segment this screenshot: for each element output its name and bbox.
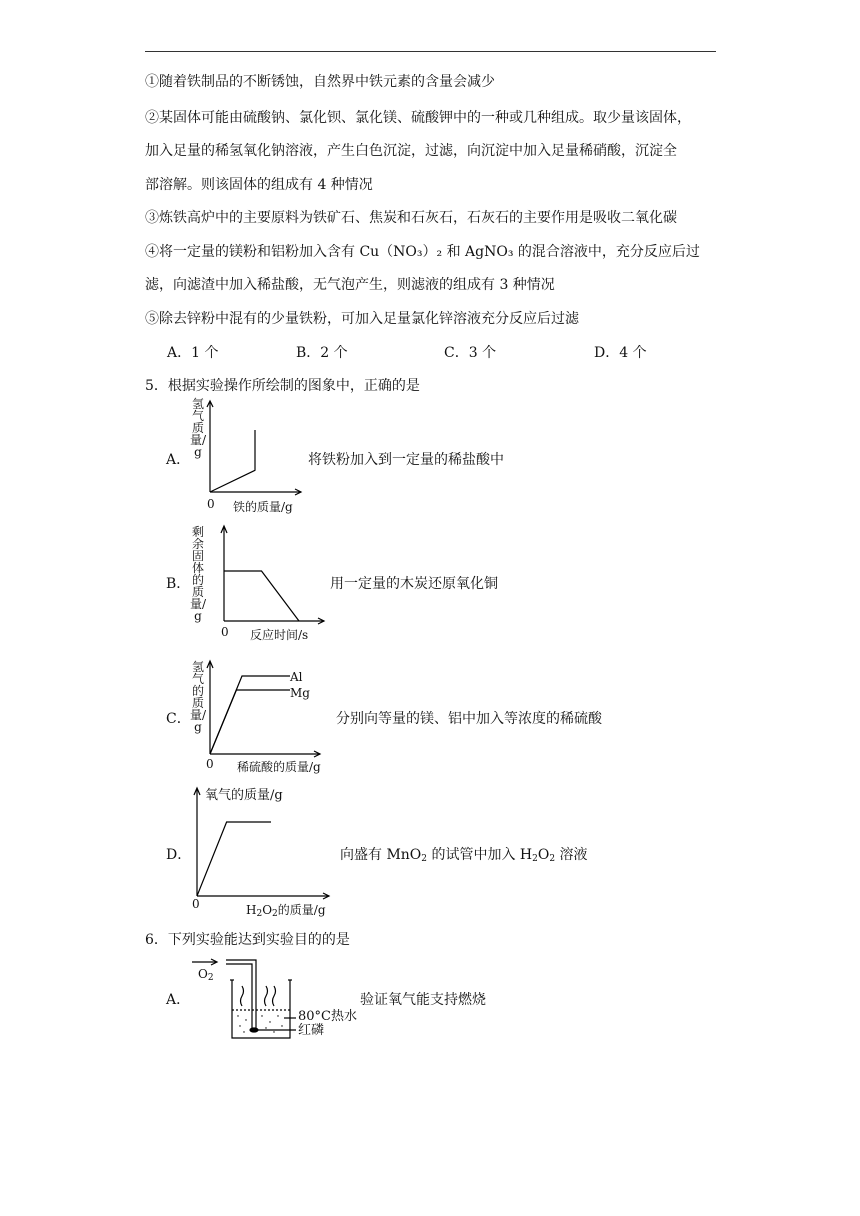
q5a-origin: 0 — [207, 497, 215, 511]
q5-option-d-letter[interactable]: D． — [166, 847, 192, 863]
beaker — [232, 980, 290, 1038]
statement-2c: 部溶解。则该固体的组成有 4 种情况 — [145, 177, 373, 193]
q5c-origin: 0 — [206, 757, 214, 771]
q5d-description: 向盛有 MnO$_2$ 的试管中加入 $H_2O_2$ 溶液 — [340, 847, 588, 864]
q5a-ylabel: 氢气质量/g — [190, 397, 207, 459]
q5d-xlabel: $H_2O_2$的质量/g — [246, 903, 326, 919]
q5b-data-line — [224, 571, 299, 621]
question-5-stem: 5．根据实验操作所绘制的图象中，正确的是 — [145, 378, 420, 394]
q5c-line-al — [210, 676, 290, 754]
q5d-data-line — [197, 822, 271, 896]
q6-option-a-letter[interactable]: A． — [166, 992, 191, 1008]
statement-4a: ④将一定量的镁粉和铝粉加入含有 Cu（NO₃）₂ 和 AgNO₃ 的混合溶液中，充分反应后过 — [145, 244, 700, 260]
statement-1: ①随着铁制品的不断锈蚀，自然界中铁元素的含量会减少 — [145, 74, 495, 90]
q6a-description: 验证氧气能支持燃烧 — [360, 992, 486, 1008]
q5-option-c-letter[interactable]: C． — [166, 711, 191, 727]
q5b-chart — [218, 525, 328, 625]
q5a-data-line — [210, 430, 255, 492]
statement-2a: ②某固体可能由硫酸钠、氯化钡、氯化镁、硫酸钾中的一种或几种组成。取少量该固体， — [145, 110, 691, 126]
q5a-xlabel: 铁的质量/g — [233, 500, 293, 514]
q5-option-a-letter[interactable]: A． — [166, 452, 191, 468]
q6a-oxygen-label: $O_2$ — [198, 967, 214, 983]
header-rule — [145, 51, 716, 52]
statement-5: ⑤除去锌粉中混有的少量铁粉，可加入足量氯化锌溶液充分反应后过滤 — [145, 311, 579, 327]
q5b-ylabel: 剩余固体的质量/g — [190, 525, 207, 623]
q5c-ylabel: 氢气的质量/g — [190, 660, 207, 734]
steam-middle — [265, 986, 268, 1006]
q5d-ylabel: 氧气的质量/g — [205, 788, 283, 803]
q5c-chart — [204, 660, 324, 760]
steam-left — [241, 986, 244, 1006]
option-d[interactable]: D．4 个 — [594, 345, 647, 361]
red-phosphorus — [250, 1028, 258, 1032]
q5c-xlabel: 稀硫酸的质量/g — [237, 760, 321, 774]
q6a-red-phosphorus-label: 红磷 — [298, 1023, 325, 1038]
option-c[interactable]: C．3 个 — [444, 345, 497, 361]
q5b-origin: 0 — [221, 625, 229, 639]
q5b-xlabel: 反应时间/s — [250, 628, 309, 642]
q5d-chart — [193, 786, 333, 901]
statement-2b: 加入足量的稀氢氧化钠溶液，产生白色沉淀，过滤，向沉淀中加入足量稀硝酸，沉淀全 — [145, 143, 677, 159]
statement-4b: 滤，向滤渣中加入稀盐酸，无气泡产生，则滤液的组成有 3 种情况 — [145, 277, 555, 293]
q5c-series-label-al: Al — [290, 670, 303, 684]
q5c-line-mg — [210, 690, 290, 754]
q5a-description: 将铁粉加入到一定量的稀盐酸中 — [308, 452, 504, 468]
question-6-stem: 6．下列实验能达到实验目的的是 — [145, 932, 350, 948]
q5b-description: 用一定量的木炭还原氧化铜 — [330, 576, 498, 592]
q5c-description: 分别向等量的镁、铝中加入等浓度的稀硫酸 — [336, 711, 602, 727]
steam-right — [273, 986, 276, 1006]
q6a-hot-water-label: 80°C热水 — [298, 1009, 357, 1024]
q5-option-b-letter[interactable]: B． — [166, 576, 191, 592]
q5d-origin: 0 — [192, 897, 200, 911]
option-b[interactable]: B．2 个 — [296, 345, 348, 361]
statement-3: ③炼铁高炉中的主要原料为铁矿石、焦炭和石灰石，石灰石的主要作用是吸收二氧化碳 — [145, 210, 677, 226]
q5c-series-label-mg: Mg — [290, 686, 310, 700]
option-a[interactable]: A．1 个 — [167, 345, 219, 361]
q5a-chart — [205, 400, 305, 500]
